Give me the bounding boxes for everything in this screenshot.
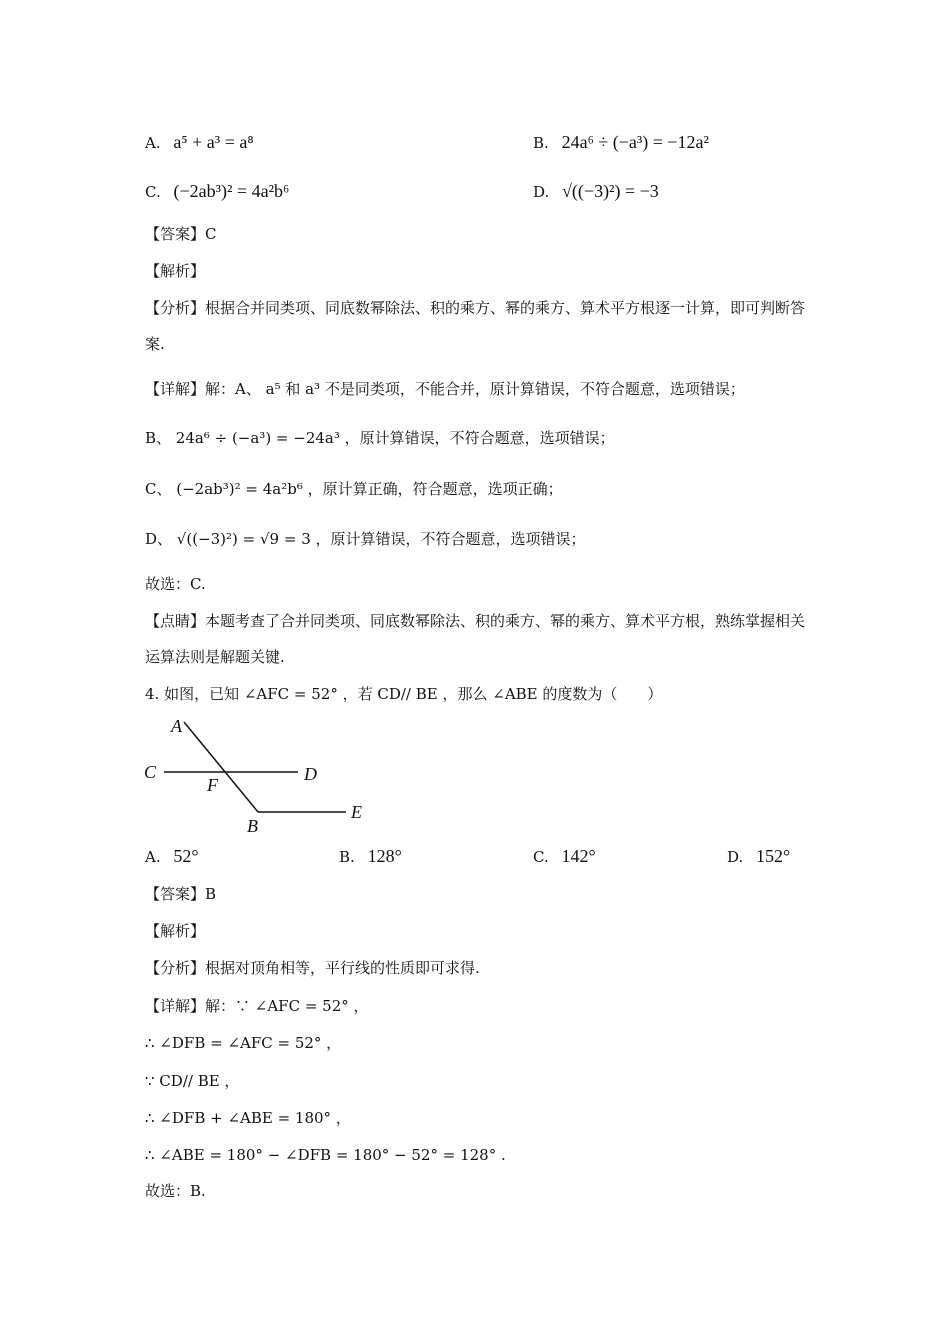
line-ab bbox=[184, 722, 258, 812]
option-label: B. bbox=[339, 848, 355, 866]
q3-detail-line: C、 (−2ab³)² = 4a²b⁶ ，原计算正确，符合题意，选项正确； bbox=[145, 480, 563, 498]
label-a: A bbox=[171, 716, 182, 736]
option-expr: (−2ab³)² = 4a²b⁶ bbox=[173, 181, 290, 201]
option-expr: √((−3)²) = −3 bbox=[562, 181, 659, 201]
q4-option-b bbox=[339, 845, 402, 868]
q4-detail-line: ∴ ∠DFB + ∠ABE = 180° ， bbox=[145, 1109, 351, 1127]
q3-detail-line: D、 √((−3)²) = √9 = 3 ，原计算错误，不符合题意，选项错误； bbox=[145, 530, 586, 548]
q3-option-b bbox=[533, 131, 709, 154]
q3-option-d bbox=[533, 180, 659, 203]
q4-analysis: 【分析】根据对顶角相等，平行线的性质即可求得. bbox=[145, 959, 480, 977]
q3-comment: 【点睛】本题考查了合并同类项、同底数幂除法、积的乘方、幂的乘方、算术平方根，熟练掌握相关运算法则是解题关键. bbox=[145, 612, 806, 666]
label-f: F bbox=[207, 775, 218, 795]
option-expr: a⁵ + a³ = a⁸ bbox=[173, 132, 254, 152]
label-b: B bbox=[247, 816, 258, 836]
option-label: D. bbox=[533, 183, 550, 201]
q3-option-a bbox=[145, 131, 254, 154]
q3-jiexi: 【解析】 bbox=[145, 262, 206, 280]
option-label: A. bbox=[145, 134, 161, 152]
option-value: 52° bbox=[173, 846, 199, 866]
q3-detail-line: B、 24a⁶ ÷ (−a³) = −24a³ ，原计算错误，不符合题意，选项错误； bbox=[145, 429, 615, 447]
q4-detail-line: ∴ ∠DFB = ∠AFC = 52° ， bbox=[145, 1034, 342, 1052]
q4-jiexi: 【解析】 bbox=[145, 922, 206, 940]
option-label: C. bbox=[145, 183, 161, 201]
q3-detail-line: 故选：C. bbox=[145, 575, 206, 593]
q4-option-c bbox=[533, 845, 596, 868]
q4-detail-line: ∴ ∠ABE = 180° − ∠DFB = 180° − 52° = 128° . bbox=[145, 1146, 506, 1164]
q4-option-a bbox=[145, 845, 199, 868]
option-value: 128° bbox=[367, 846, 402, 866]
option-label: D. bbox=[727, 848, 744, 866]
q3-answer: 【答案】C bbox=[145, 225, 217, 243]
q4-answer: 【答案】B bbox=[145, 885, 217, 903]
option-expr: 24a⁶ ÷ (−a³) = −12a² bbox=[561, 132, 709, 152]
label-d: D bbox=[304, 764, 317, 784]
option-value: 152° bbox=[756, 846, 791, 866]
label-e: E bbox=[351, 802, 362, 822]
q3-analysis: 【分析】根据合并同类项、同底数幂除法、积的乘方、幂的乘方、算术平方根逐一计算，即可判断答案. bbox=[145, 299, 806, 353]
geometry-figure bbox=[140, 712, 380, 842]
q4-detail-line: ∵ CD// BE ， bbox=[145, 1072, 240, 1090]
option-label: A. bbox=[145, 848, 161, 866]
q4-detail-line: 故选：B. bbox=[145, 1182, 206, 1200]
label-c: C bbox=[144, 762, 157, 782]
option-value: 142° bbox=[561, 846, 596, 866]
option-label: B. bbox=[533, 134, 549, 152]
q3-option-c bbox=[145, 180, 289, 203]
q4-detail-line: 【详解】解：∵ ∠AFC = 52° ， bbox=[145, 997, 369, 1015]
q3-detail-line: 【详解】解：A、 a⁵ 和 a³ 不是同类项，不能合并，原计算错误，不符合题意，选项错误； bbox=[145, 380, 745, 398]
q4-question: 4. 如图，已知 ∠AFC = 52° ，若 CD// BE ，那么 ∠ABE 的度数为（ ） bbox=[145, 685, 663, 703]
option-label: C. bbox=[533, 848, 549, 866]
q4-option-d bbox=[727, 845, 790, 868]
